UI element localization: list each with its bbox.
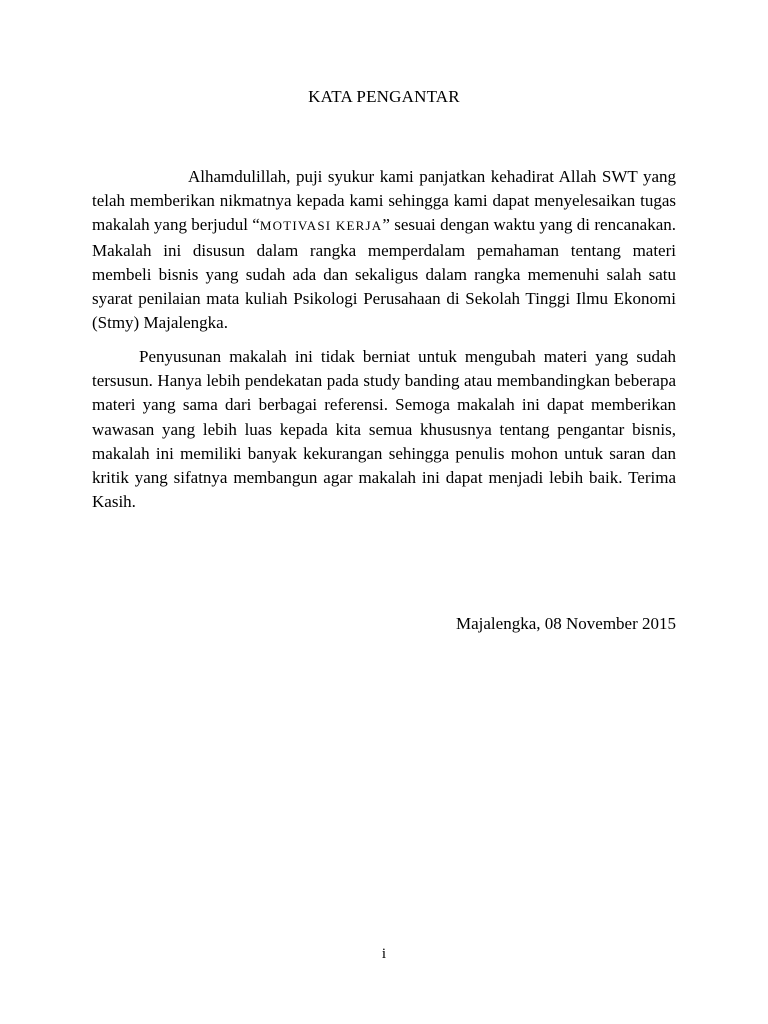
paragraph-opening-text-cont: ” sesuai dengan waktu yang di rencanakan. Makalah ini disusun dalam rangka memperdalam pemahaman tentang materi membeli bisnis yang sudah ada dan sekaligus dalam rangka memenuhi salah satu syarat penilaian mata kuliah Psikologi Perusahaan di Sekolah Tinggi Ilmu Ekonomi (Stmy) Majalengka. — [92, 215, 677, 333]
makalah-title-quote: MOTIVASI KERJA — [259, 218, 383, 234]
paragraph-opening-text: Alhamdulillah, puji syukur kami panjatkan kehadirat Allah SWT yang telah memberikan nikmatnya kepada kami sehingga kami dapat menyelesaikan tugas makalah yang berjudul “ — [92, 167, 676, 235]
paragraph-opening — [92, 165, 676, 335]
paragraph-second-text: Penyusunan makalah ini tidak berniat untuk mengubah materi yang sudah tersusun. Hanya lebih pendekatan pada study banding atau membandingkan beberapa materi yang sama dari berbagai referensi. Semoga makalah ini dapat memberikan wawasan yang lebih luas kepada kita semua khususnya tentang pengantar bisnis, makalah ini memiliki banyak kekurangan sehingga penulis mohon untuk saran dan kritik yang sifatnya membangun agar makalah ini dapat menjadi lebih baik. Terima Kasih. — [92, 347, 676, 512]
page-title: KATA PENGANTAR — [308, 87, 460, 106]
page-number: i — [381, 946, 387, 962]
paragraph-second — [92, 345, 676, 514]
place-date: Majalengka, 08 November 2015 — [456, 614, 676, 633]
